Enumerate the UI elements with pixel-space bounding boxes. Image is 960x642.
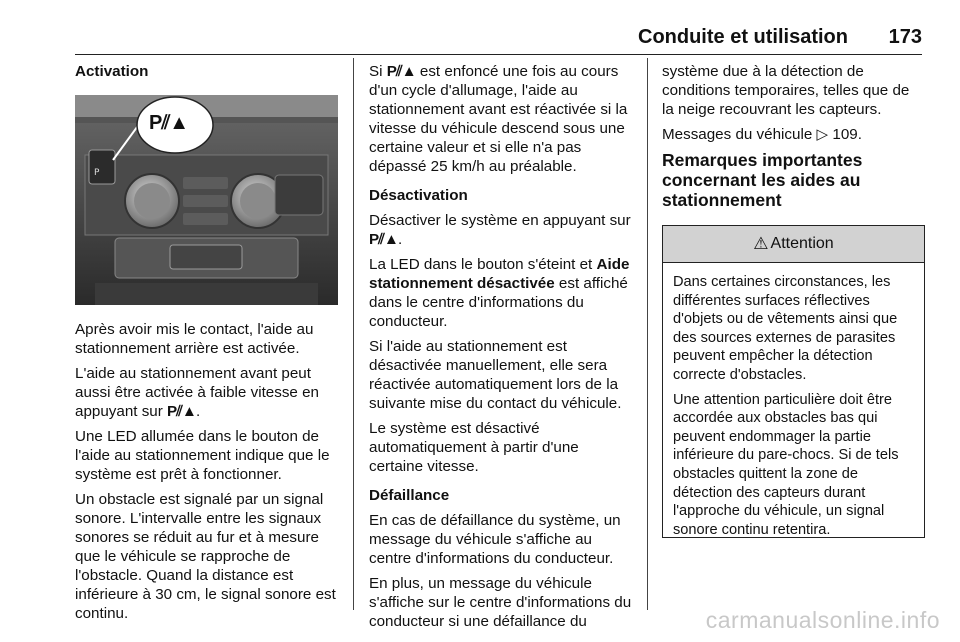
parking-assist-symbol: P⫽▲ [167, 403, 196, 420]
deactivation-heading: Désactivation [369, 187, 468, 204]
column-divider-1 [353, 58, 354, 610]
activation-heading: Activation [75, 63, 149, 80]
paragraph: Messages du véhicule ▷ 109. [662, 126, 862, 143]
paragraph: système due à la détection de conditions temporaires, telles que de la neige recouvrant les capteurs. [662, 63, 910, 118]
parking-button-callout: P⫽▲ [149, 112, 189, 134]
warning-header [663, 226, 924, 263]
paragraph: Le système est désactivé automatiquement à partir d'une certaine vitesse. [369, 420, 579, 475]
page-number: 173 [888, 26, 922, 48]
paragraph: Une attention particulière doit être accordée aux obstacles bas qui peuvent endommager la partie inférieure du pare-chocs. Si de tels obstacles quittent la zone de détection des capteurs durant l'approche du véhicule, un signal sonore continu retentira. [673, 391, 899, 538]
warning-body [663, 263, 924, 539]
paragraph: Une LED allumée dans le bouton de l'aide au stationnement indique que le système est prêt à fonctionner. [75, 428, 330, 483]
column-3 [662, 62, 924, 216]
svg-text:P: P [94, 168, 100, 178]
paragraph: Dans certaines circonstances, les différentes surfaces réflectives d'objets ou de vêtements ainsi que des sources externes de parasites peuvent empêcher la détection correcte d'obstacles. [673, 274, 898, 383]
paragraph: La LED dans le bouton s'éteint et Aide stationnement désactivée est affiché dans le centre d'informations du conducteur. [369, 256, 630, 330]
dashboard-photo [75, 95, 338, 305]
column-divider-2 [647, 58, 648, 610]
section-heading: Remarques importantes concernant les aides au stationnement [662, 150, 863, 210]
page-reference[interactable]: 109. [832, 126, 862, 143]
column-1 [75, 62, 340, 87]
page-reference-arrow-icon: ▷ [816, 126, 833, 143]
paragraph: En plus, un message du véhicule s'affiche sur le centre d'informations du conducteur si une défaillance du [369, 575, 632, 630]
warning-triangle-icon: ⚠ [753, 234, 769, 253]
parking-assist-symbol: P⫽▲ [386, 63, 416, 80]
header-divider [75, 54, 922, 55]
page-header [0, 26, 960, 56]
center-console-illustration [75, 95, 338, 305]
warning-title: Attention [770, 235, 834, 252]
failure-heading: Défaillance [369, 487, 450, 504]
message-text: Aide stationnement désactivée [369, 256, 630, 292]
column-1-body [75, 320, 340, 629]
paragraph: Désactiver le système en appuyant sur P⫽▲. [369, 212, 631, 248]
warning-box [662, 225, 925, 538]
paragraph: Après avoir mis le contact, l'aide au stationnement arrière est activée. [75, 321, 314, 357]
section-title: Conduite et utilisation [638, 26, 848, 48]
parking-assist-symbol: P⫽▲ [369, 231, 398, 248]
paragraph: Un obstacle est signalé par un signal sonore. L'intervalle entre les signaux sonores se réduit au fur et à mesure que le véhicule se rapproche de l'obstacle. Quand la distance est inférieure à 30 cm, le signal sonore est continu. [75, 491, 336, 622]
paragraph: Si l'aide au stationnement est désactivée manuellement, elle sera réactivée automatiquement lors de la suivante mise du contact du véhicule. [369, 338, 622, 412]
column-2 [369, 62, 633, 637]
paragraph: En cas de défaillance du système, un message du véhicule s'affiche au centre d'informations du conducteur. [369, 512, 621, 567]
watermark: carmanualsonline.info [705, 607, 940, 633]
paragraph: L'aide au stationnement avant peut aussi être activée à faible vitesse en appuyant sur P⫽▲. [75, 365, 319, 420]
paragraph: Si P⫽▲ est enfoncé une fois au cours d'un cycle d'allumage, l'aide au stationnement avant est réactivée si la vitesse du véhicule descend sous une certaine valeur et si elle n'a pas dépassé 25 km/h au préalable. [369, 63, 628, 175]
